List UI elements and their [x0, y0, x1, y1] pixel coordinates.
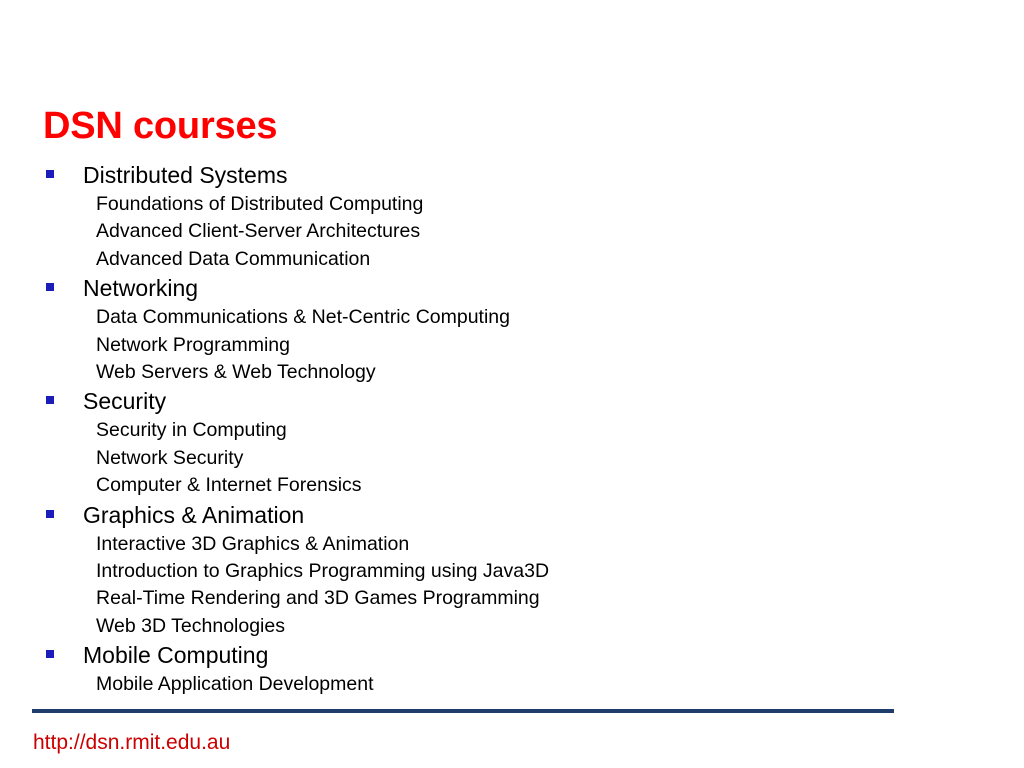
course-label: Real-Time Rendering and 3D Games Programming: [96, 587, 540, 610]
course-label: Advanced Client-Server Architectures: [96, 220, 421, 243]
course-label: Web 3D Technologies: [96, 614, 285, 637]
course-label: Foundations of Distributed Computing: [96, 193, 424, 215]
category-label: Mobile Computing: [83, 642, 269, 669]
course-label: Network Security: [96, 446, 244, 469]
course-list: [0, 159, 1024, 697]
footer-url-link[interactable]: http://dsn.rmit.edu.au: [33, 731, 231, 754]
category-label: Graphics & Animation: [83, 501, 305, 528]
course-item: [0, 217, 1024, 244]
category-item: [0, 159, 1024, 190]
course-label: Data Communications & Net-Centric Computing: [96, 306, 510, 329]
course-item: [0, 612, 1024, 639]
course-item: [0, 358, 1024, 385]
category-item: [0, 272, 1024, 303]
course-item: [0, 190, 1024, 217]
square-bullet-icon: [46, 650, 54, 658]
category-item: [0, 499, 1024, 530]
footer-divider: [32, 709, 894, 713]
course-item: [0, 471, 1024, 498]
course-label: Interactive 3D Graphics & Animation: [96, 532, 410, 555]
course-label: Security in Computing: [96, 419, 287, 442]
course-item: [0, 670, 1024, 697]
category-label: Security: [83, 388, 167, 415]
square-bullet-icon: [46, 396, 54, 404]
square-bullet-icon: [46, 170, 54, 178]
category-item: [0, 385, 1024, 416]
course-label: Mobile Application Development: [96, 673, 374, 696]
category-item: [0, 639, 1024, 670]
category-label: Distributed Systems: [83, 162, 288, 188]
course-label: Advanced Data Communication: [96, 247, 371, 270]
course-item: [0, 245, 1024, 272]
course-label: Computer & Internet Forensics: [96, 474, 362, 497]
category-label: Networking: [83, 275, 199, 302]
course-item: [0, 331, 1024, 358]
course-item: [0, 303, 1024, 330]
course-item: [0, 416, 1024, 443]
course-label: Introduction to Graphics Programming using Java3D: [96, 559, 550, 582]
course-label: Web Servers & Web Technology: [96, 360, 376, 383]
course-label: Network Programming: [96, 333, 290, 356]
slide-title: DSN courses: [43, 105, 278, 147]
course-item: [0, 557, 1024, 584]
square-bullet-icon: [46, 510, 54, 518]
course-item: [0, 530, 1024, 557]
course-item: [0, 444, 1024, 471]
course-item: [0, 584, 1024, 611]
square-bullet-icon: [46, 283, 54, 291]
